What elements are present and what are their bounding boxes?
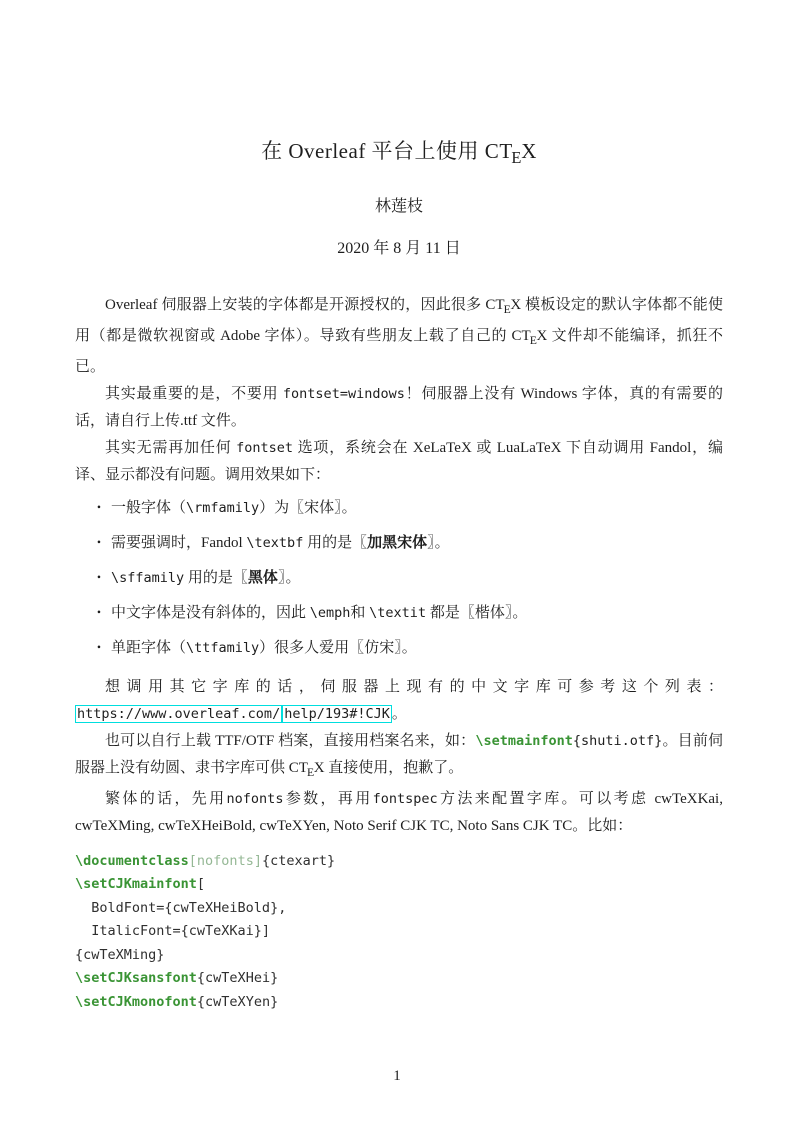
list-item xyxy=(97,530,723,557)
list-item xyxy=(97,565,723,592)
text-run: 一般字体（ xyxy=(111,499,187,516)
code-line xyxy=(75,991,723,1015)
page-number: 1 xyxy=(393,1068,401,1084)
paragraph xyxy=(75,381,723,435)
text-run: 需要强调时，Fandol xyxy=(111,534,247,551)
text-run: 其实最重要的是，不要用 xyxy=(105,385,283,402)
bullet-icon: • xyxy=(97,572,101,585)
document-date: 2020 年 8 月 11 日 xyxy=(337,240,461,258)
document-author: 林莲枝 xyxy=(374,198,423,216)
bullet-icon: • xyxy=(97,501,101,514)
text-run: E xyxy=(529,333,537,347)
hyperlink[interactable]: https://www.overleaf.com/ xyxy=(77,706,281,723)
code-line xyxy=(75,873,723,897)
text-run: E xyxy=(511,148,522,168)
text-run: {cwTeXYen} xyxy=(196,993,279,1010)
text-run: X xyxy=(521,139,537,163)
list-item xyxy=(97,635,723,662)
text-run: 想调用其它字库的话，伺服器上现有的中文字库可参考这个列表： xyxy=(105,679,723,696)
bullet-icon: • xyxy=(97,607,101,620)
bullet-list xyxy=(75,495,723,663)
text-run: \ttfamily xyxy=(186,640,260,657)
text-run: [nofonts] xyxy=(188,852,262,869)
text-run: 在 Overleaf 平台上使用 CT xyxy=(261,139,513,163)
text-run: 用的是〖 xyxy=(303,534,368,551)
paragraph xyxy=(75,728,723,786)
text-run: E xyxy=(307,765,315,779)
text-run: \setCJKmonofont xyxy=(75,993,197,1010)
text-run: 仿宋 xyxy=(364,640,395,657)
text-run: 方法来配置字库。可以考虑 cwTeXKai, cwTeXMing, cwTeXHeiBold, cwTeXYen, Noto Serif CJK TC, Noto Sans CJK TC。比如： xyxy=(75,790,723,834)
text-run: fontset=windows xyxy=(282,385,405,402)
text-run: 。 xyxy=(391,706,407,723)
bullet-icon: • xyxy=(97,536,101,549)
text-run: {cwTeXMing} xyxy=(75,946,165,963)
text-run: {ctexart} xyxy=(261,852,336,869)
code-line xyxy=(75,850,723,874)
text-run: \documentclass xyxy=(75,852,189,869)
document-title xyxy=(75,136,723,173)
text-run: \setCJKsansfont xyxy=(75,970,197,987)
text-run: [ xyxy=(196,876,206,893)
text-run: \textit xyxy=(369,605,427,622)
text-run: 黑体 xyxy=(247,569,278,586)
paragraph xyxy=(75,435,723,489)
list-item xyxy=(97,495,723,522)
text-run: \setCJKmainfont xyxy=(75,876,197,893)
text-run: 中文字体是没有斜体的，因此 xyxy=(111,605,310,622)
text-run: X 文件却不能编译，抓狂不已。 xyxy=(75,327,723,375)
code-line xyxy=(75,967,723,991)
document-body xyxy=(75,292,723,1014)
code-line xyxy=(75,944,723,968)
text-run: 。目前伺服器上没有幼圆、隶书字库可供 CT xyxy=(75,733,723,777)
code-line xyxy=(75,920,723,944)
text-run: ItalicFont={cwTeXKai}] xyxy=(75,923,271,940)
text-run: 楷体 xyxy=(474,605,505,622)
text-run: E xyxy=(503,302,511,316)
paragraph xyxy=(75,292,723,380)
text-run: 加黑宋体 xyxy=(367,534,428,551)
text-run: 和 xyxy=(350,605,370,622)
text-run: {shuti.otf} xyxy=(572,733,663,750)
text-run: BoldFont={cwTeXHeiBold}, xyxy=(75,899,287,916)
text-run: fontspec xyxy=(372,790,438,807)
text-run: 单距字体（ xyxy=(111,640,187,657)
text-run: 〗。 xyxy=(277,569,301,586)
paragraph xyxy=(75,674,723,728)
text-run: X 直接使用，抱歉了。 xyxy=(313,760,464,777)
list-item xyxy=(97,600,723,627)
code-line xyxy=(75,897,723,921)
text-run: X 模板设定的默认字体都不能使用（都是微软视窗或 Adobe 字体）。导致有些朋友上载了自己的 CT xyxy=(75,297,723,344)
text-run: 〗。 xyxy=(427,534,450,551)
text-run: fontset xyxy=(236,439,294,456)
text-run: 〗。 xyxy=(504,605,528,622)
text-run: nofonts xyxy=(226,790,284,807)
text-run: ！伺服器上没有 Windows 字体，真的有需要的话，请自行上传.ttf 文件。 xyxy=(75,385,723,429)
text-run: {cwTeXHei} xyxy=(196,970,279,987)
text-run: \rmfamily xyxy=(186,499,260,516)
text-run: 繁体的话，先用 xyxy=(105,790,227,807)
text-run: 也可以自行上载 TTF/OTF 档案，直接用档案名来，如： xyxy=(105,733,476,750)
document-content xyxy=(75,0,723,1014)
text-run: 其实无需再加任何 xyxy=(105,439,237,456)
text-run: \emph xyxy=(309,605,351,622)
text-run: ）很多人爱用〖 xyxy=(259,640,365,657)
paragraph xyxy=(75,786,723,840)
bullet-icon: • xyxy=(97,642,101,655)
text-run: \setmainfont xyxy=(475,733,573,750)
text-run: 选项，系统会在 XeLaTeX 或 LuaLaTeX 下自动调用 Fandol，编译、显示都没有问题。调用效果如下： xyxy=(75,439,723,483)
text-run: Overleaf 伺服器上安装的字体都是开源授权的，因此很多 CT xyxy=(105,297,505,314)
text-run: \textbf xyxy=(246,534,304,551)
text-run: 都是〖 xyxy=(426,605,475,622)
code-block xyxy=(75,850,723,1015)
hyperlink[interactable]: help/193#!CJK xyxy=(284,706,390,723)
text-run: 用的是〖 xyxy=(184,569,248,586)
text-run: ）为〖宋体〗。 xyxy=(259,499,357,516)
text-run: 参数，再用 xyxy=(283,790,373,807)
text-run: 〗。 xyxy=(394,640,417,657)
text-run: \sffamily xyxy=(111,569,185,586)
